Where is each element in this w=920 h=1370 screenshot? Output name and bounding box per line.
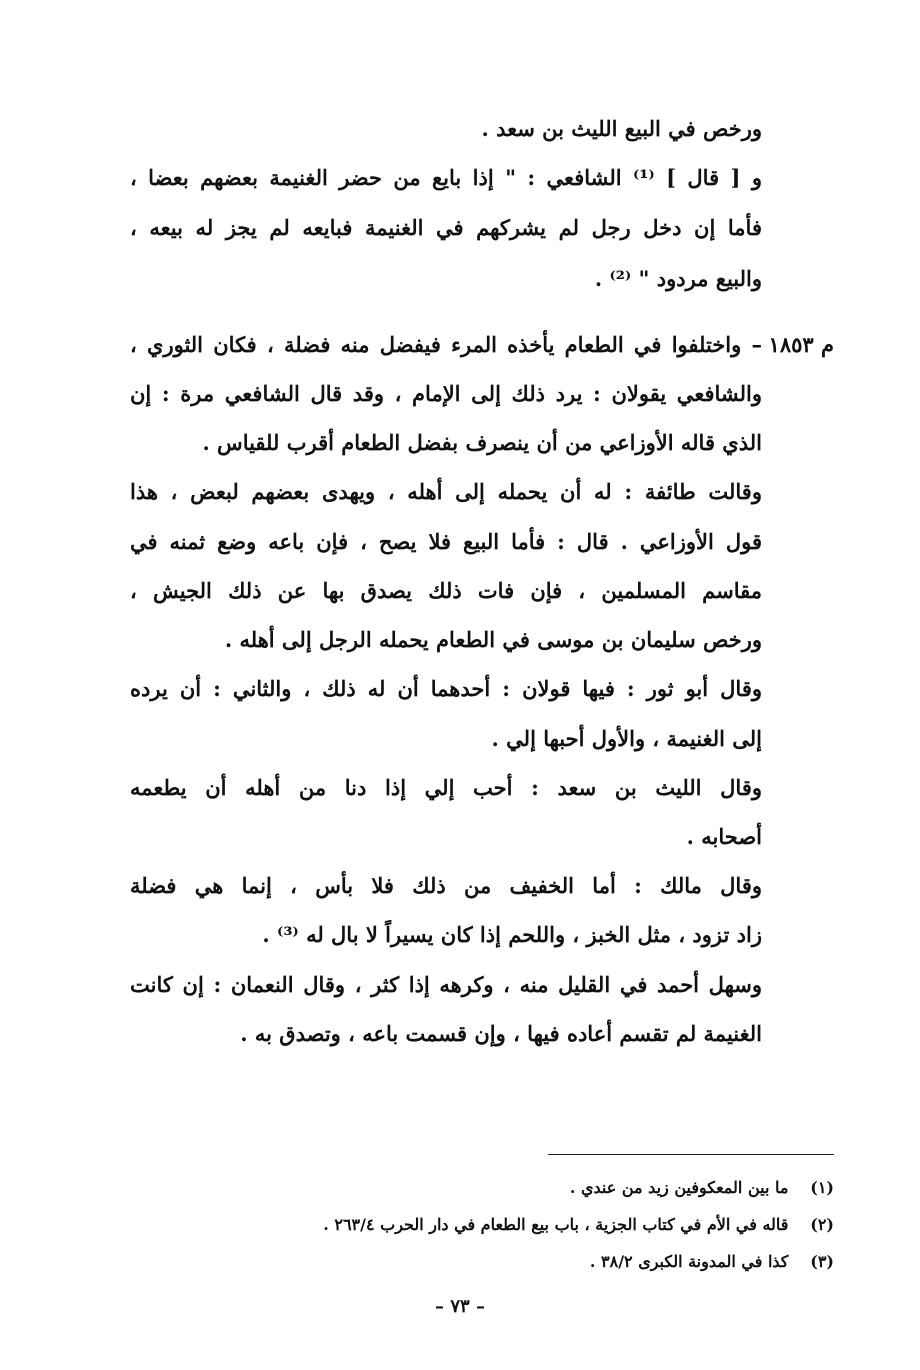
body-line: فأما إن دخل رجل لم يشركهم في الغنيمة فبايعه لم يجز له بيعه ، [130, 215, 762, 240]
body-line: إلى الغنيمة ، والأول أحبها إلي . [491, 726, 762, 751]
body-line: الذي قاله الأوزاعي من أن ينصرف بفضل الطعام أقرب للقياس . [202, 430, 762, 455]
footnote-mark: (١) [810, 1178, 834, 1197]
body-line: وقال أبو ثور : فيها قولان : أحدهما أن له ذلك ، والثاني : أن يرده [130, 676, 762, 701]
footnote [134, 1250, 834, 1274]
body-line: والبيع مردود " ⁽²⁾ . [594, 266, 762, 291]
footnote-mark: (٢) [810, 1215, 834, 1234]
body-line: وسهل أحمد في القليل منه ، وكرهه إذا كثر ، وقال النعمان : إن كانت [130, 972, 762, 997]
body-line: و [ قال ] ⁽¹⁾ الشافعي : " إذا بايع من حضر الغنيمة بعضهم بعضا ، [130, 165, 762, 190]
footnote-text: قاله في الأم في كتاب الجزية ، باب بيع الطعام في دار الحرب ٢٦٣/٤ . [323, 1215, 789, 1234]
body-line: الغنيمة لم تقسم أعاده فيها ، وإن قسمت باعه ، وتصدق به . [240, 1021, 762, 1046]
footnote [134, 1213, 834, 1237]
body-line: ورخص في البيع الليث بن سعد . [481, 116, 762, 141]
body-line: زاد تزود ، مثل الخبز ، واللحم إذا كان يسيراً لا بال له ⁽³⁾ . [262, 922, 762, 947]
page-number: – ٧٣ – [435, 1296, 485, 1317]
footnote [134, 1176, 834, 1200]
body-line: مقاسم المسلمين ، فإن فات ذلك يصدق بها عن ذلك الجيش ، [130, 578, 762, 603]
body-line: وقال مالك : أما الخفيف من ذلك فلا بأس ، إنما هي فضلة [130, 873, 762, 898]
body-line: قول الأوزاعي . قال : فأما البيع فلا يصح ، فإن باعه وضع ثمنه في [130, 529, 762, 554]
body-line: – واختلفوا في الطعام يأخذه المرء فيفضل منه فضلة ، فكان الثوري ، [130, 332, 762, 357]
footnote-separator [548, 1154, 834, 1155]
footnote-mark: (٣) [810, 1252, 834, 1271]
body-line: ورخص سليمان بن موسى في الطعام يحمله الرجل إلى أهله . [224, 627, 762, 652]
footnote-text: كذا في المدونة الكبرى ٣٨/٢ . [589, 1252, 789, 1271]
body-line: أصحابه . [686, 824, 762, 849]
body-line: والشافعي يقولان : يرد ذلك إلى الإمام ، وقد قال الشافعي مرة : إن [130, 381, 762, 406]
body-line: وقالت طائفة : له أن يحمله إلى أهله ، ويهدى بعضهم لبعض ، هذا [130, 479, 762, 504]
body-line: وقال الليث بن سعد : أحب إلي إذا دنا من أهله أن يطعمه [130, 775, 762, 800]
footnote-text: ما بين المعكوفين زيد من عندي . [569, 1178, 789, 1197]
section-number: م ١٨٥٣ [768, 332, 834, 357]
